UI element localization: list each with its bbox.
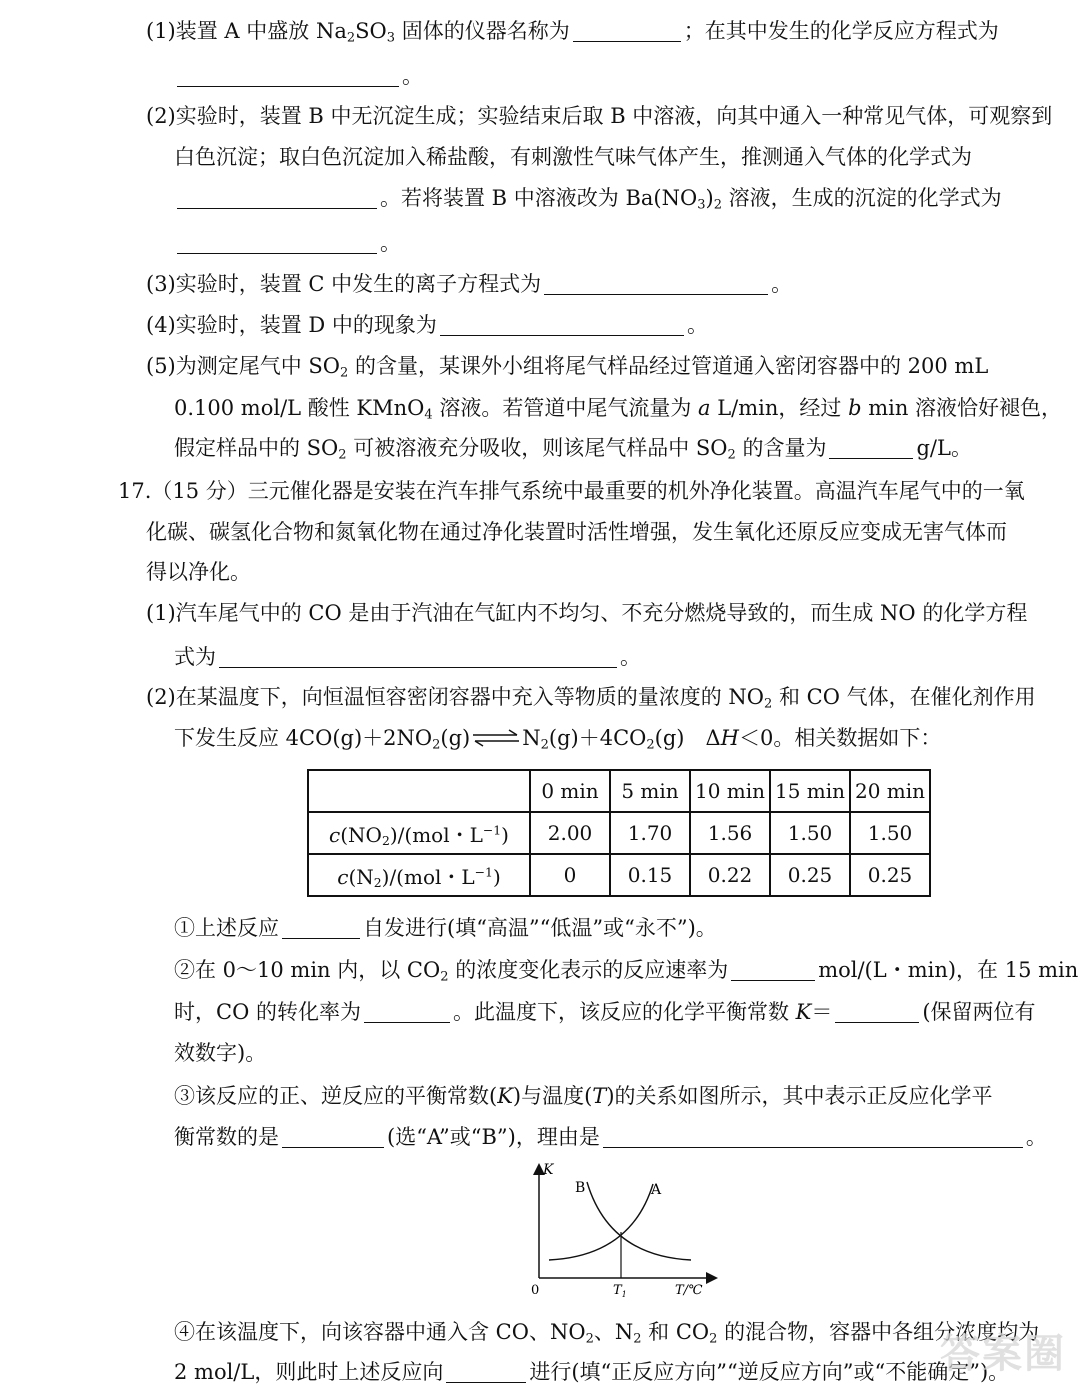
- answer-blank[interactable]: [440, 313, 684, 336]
- q17-sub4-line2: 2 mol/L，则此时上述反应向 进行(填“正反应方向”“逆反应方向”或“不能确定”)。: [174, 1360, 1010, 1384]
- table-cell: 1.56: [690, 812, 770, 854]
- q16-part2-line2: 白色沉淀；取白色沉淀加入稀盐酸，有刺激性气味气体产生，推测通入气体的化学式为: [174, 145, 972, 169]
- table-row-label: $c(N_2)/(mol$・$L^{-1}$): [308, 854, 530, 896]
- q16-part5-line3: 假定样品中的 $SO_2$ 可被溶液充分吸收，则该尾气样品中 $SO_2$ 的含量为 g/L。: [174, 436, 972, 463]
- table-cell: 0.25: [770, 854, 850, 896]
- table-cell: 0.25: [850, 854, 930, 896]
- x-axis-label: T/℃: [675, 1283, 703, 1298]
- q16-part2-line4: 。: [174, 227, 401, 259]
- q17-intro-line3: 得以净化。: [146, 560, 251, 584]
- curve-b: [587, 1182, 691, 1260]
- table-cell: 1.70: [610, 812, 690, 854]
- q17-sub1-line: ①上述反应 自发进行(填“高温”“低温”或“永不”)。: [174, 916, 717, 940]
- table-header-cell: 0 min: [530, 770, 610, 812]
- answer-blank[interactable]: [219, 645, 617, 668]
- q17-sub3-line1: ③该反应的正、逆反应的平衡常数(K)与温度(T)的关系如图所示，其中表示正反应化学平: [174, 1084, 993, 1108]
- answer-blank[interactable]: [573, 19, 681, 42]
- answer-blank[interactable]: [835, 1000, 919, 1023]
- table-cell: 1.50: [770, 812, 850, 854]
- answer-blank[interactable]: [282, 916, 360, 939]
- table-cell: 0: [530, 854, 610, 896]
- q16-part3-line: (3)实验时，装置 C 中发生的离子方程式为 。: [146, 272, 793, 296]
- data-table: [307, 769, 931, 897]
- q16-part5-line1: (5)为测定尾气中 $SO_2$ 的含量，某课外小组将尾气样品经过管道通入密闭容器中的 200 mL: [146, 354, 989, 381]
- table-row: [308, 854, 930, 896]
- q16-part4-line: (4)实验时，装置 D 中的现象为 。: [146, 313, 708, 337]
- answer-blank[interactable]: [446, 1360, 526, 1383]
- table-cell: 2.00: [530, 812, 610, 854]
- table-header-cell: 15 min: [770, 770, 850, 812]
- q16-part5-line2: 0.100 mol/L 酸性 KMnO$_4$ 溶液。若管道中尾气流量为 a L/min，经过 b min 溶液恰好褪色，: [174, 396, 1063, 423]
- k-vs-temperature-graph: [525, 1160, 725, 1300]
- y-axis-label: K: [543, 1162, 554, 1178]
- table-row: [308, 812, 930, 854]
- watermark: 答案圈: [940, 1331, 1066, 1377]
- table-cell: 0.15: [610, 854, 690, 896]
- table-header-cell: [308, 770, 530, 812]
- answer-blank[interactable]: [364, 1000, 450, 1023]
- curve-a: [549, 1184, 653, 1260]
- table-row-label: $c(NO_2)/(mol$・$L^{-1}$): [308, 812, 530, 854]
- table-header-row: [308, 770, 930, 812]
- table-header-cell: 10 min: [690, 770, 770, 812]
- curve-b-label: B: [575, 1180, 586, 1196]
- q17-part2-line1: (2)在某温度下，向恒温恒容密闭容器中充入等物质的量浓度的 $NO_2$ 和 CO 气体，在催化剂作用: [146, 685, 1036, 712]
- q17-sub2-line2: 时，CO 的转化率为 。此温度下，该反应的化学平衡常数 K＝ (保留两位有: [174, 1000, 1036, 1024]
- q16-part2-line1: (2)实验时，装置 B 中无沉淀生成；实验结束后取 B 中溶液，向其中通入一种常见气体，可观察到: [146, 104, 1053, 128]
- t1-label: $T_1$: [613, 1283, 627, 1299]
- q17-sub4-line1: ④在该温度下，向该容器中通入含 CO、$NO_2$、$N_2$ 和 $CO_2$ 的混合物，容器中各组分浓度均为: [174, 1320, 1040, 1347]
- answer-blank[interactable]: [177, 231, 377, 254]
- q17-part2-line2-equation: 下发生反应 $4CO(g)+2NO_2(g)$ $N_2(g)+4CO_2(g)$ ΔH＜0。相关数据如下：: [174, 726, 942, 753]
- answer-blank[interactable]: [177, 64, 399, 87]
- answer-blank[interactable]: [544, 272, 768, 295]
- q17-sub3-line2: 衡常数的是 (选“A”或“B”)，理由是 。: [174, 1125, 1047, 1149]
- q17-intro-line1: 17.（15 分）三元催化器是安装在汽车排气系统中最重要的机外净化装置。高温汽车尾气中的一氧: [118, 479, 1025, 503]
- table-cell: 1.50: [850, 812, 930, 854]
- answer-blank[interactable]: [731, 958, 815, 981]
- q17-sub2-line3: 效数字)。: [174, 1041, 267, 1065]
- answer-blank[interactable]: [603, 1125, 1023, 1148]
- curve-a-label: A: [651, 1182, 662, 1198]
- answer-blank[interactable]: [177, 186, 377, 209]
- q17-sub2-line1: ②在 0～10 min 内，以 $CO_2$ 的浓度变化表示的反应速率为 mol/(L・min)，在 15 min: [174, 958, 1079, 985]
- origin-label: 0: [531, 1283, 540, 1298]
- q17-part1-line2: 式为 。: [174, 645, 641, 669]
- table-header-cell: 20 min: [850, 770, 930, 812]
- answer-blank[interactable]: [829, 436, 913, 459]
- table-header-cell: 5 min: [610, 770, 690, 812]
- reversible-arrow-icon: [471, 729, 521, 747]
- q17-intro-line2: 化碳、碳氢化合物和氮氧化物在通过净化装置时活性增强，发生氧化还原反应变成无害气体而: [146, 520, 1007, 544]
- q16-part2-line3: 。若将装置 B 中溶液改为 $Ba(NO_3)_2$ 溶液，生成的沉淀的化学式为: [174, 182, 1002, 214]
- q17-part1-line1: (1)汽车尾气中的 CO 是由于汽油在气缸内不均匀、不充分燃烧导致的，而生成 NO 的化学方程: [146, 601, 1028, 625]
- q16-part1-line2: 。: [174, 60, 423, 92]
- table-cell: 0.22: [690, 854, 770, 896]
- q16-part1-line1: (1)装置 A 中盛放 $Na_2SO_3$ 固体的仪器名称为 ；在其中发生的化学反应方程式为: [146, 19, 999, 46]
- answer-blank[interactable]: [282, 1125, 384, 1148]
